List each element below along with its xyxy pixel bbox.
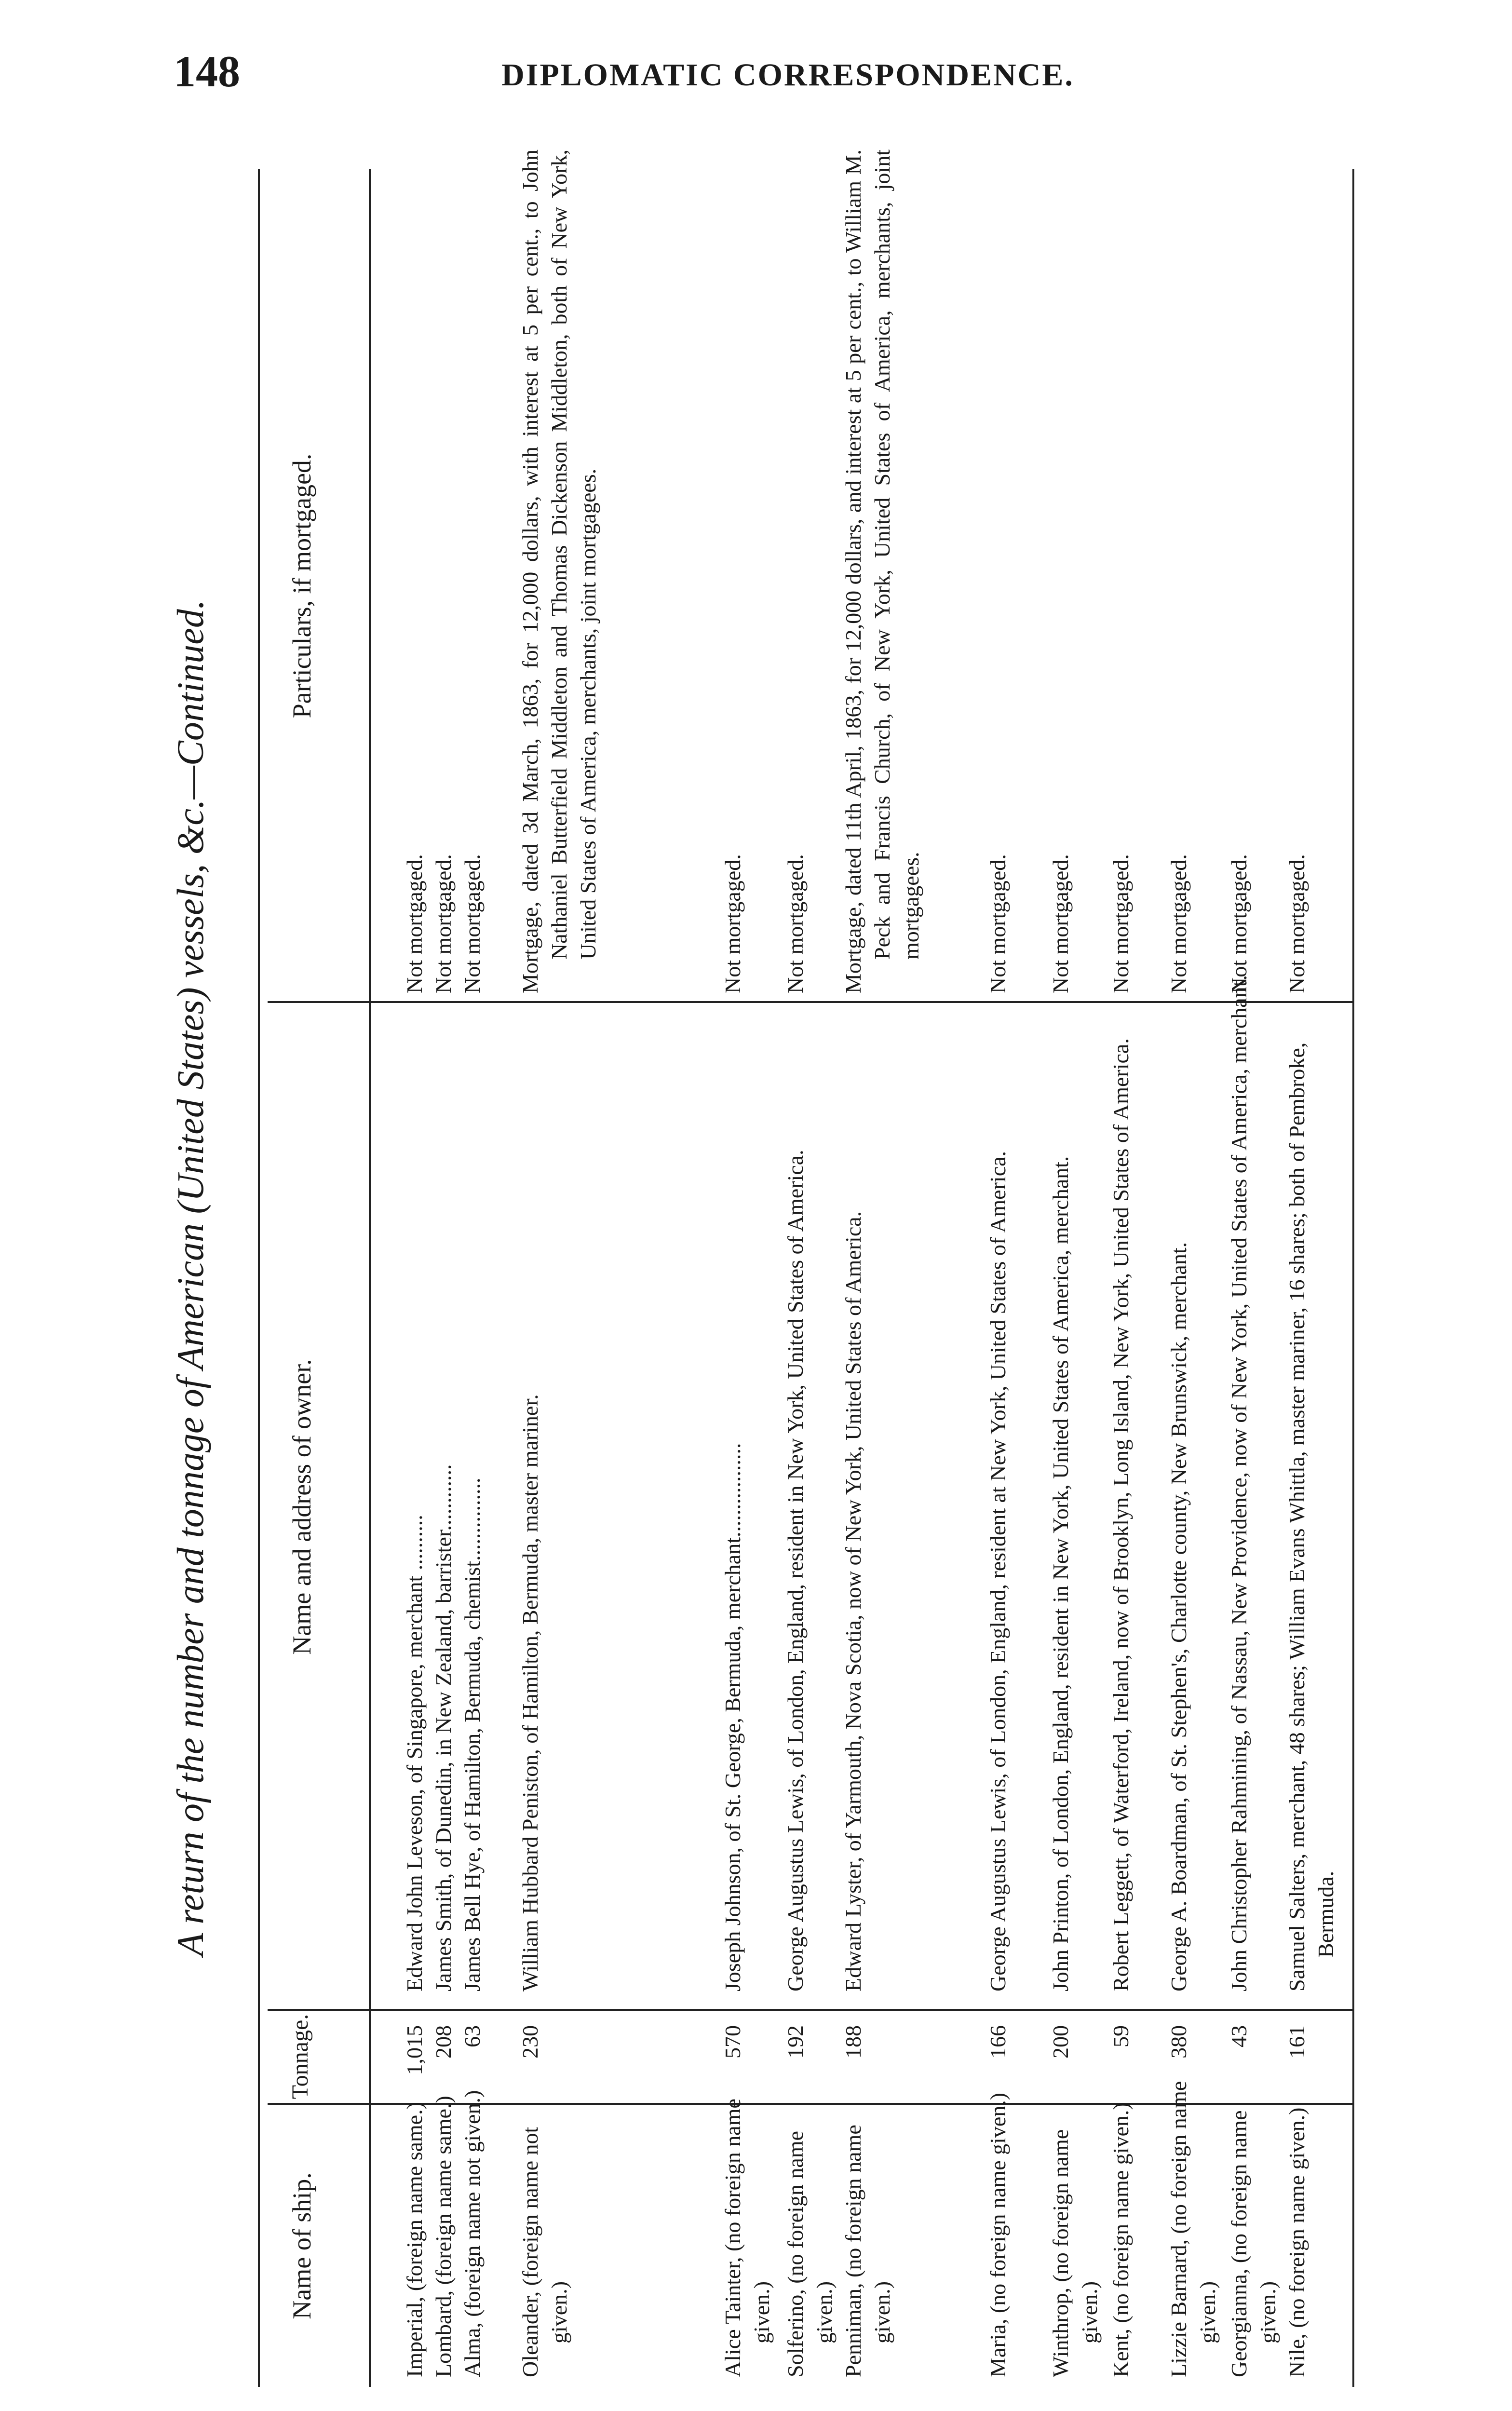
mortgage-particulars: Not mortgaged. xyxy=(431,854,456,993)
tonnage-value: 208 xyxy=(431,2025,456,2059)
owner-name-address: John Christopher Rahmining, of Nassau, New Providence, now of New York, United States of America, merchant. xyxy=(1227,975,1251,1991)
ship-name: Imperial, (foreign name same.) xyxy=(402,2102,427,2377)
tonnage-value: 1,015 xyxy=(402,2025,427,2075)
mortgage-particulars: Not mortgaged. xyxy=(783,854,808,993)
ship-name: Oleander, (foreign name not given.) xyxy=(518,2127,571,2377)
owner-name-address: Edward Lyster, of Yarmouth, Nova Scotia, now of New York, United States of America. xyxy=(841,1211,865,1991)
owner-name-address: Robert Leggett, of Waterford, Ireland, now of Brooklyn, Long Island, New York, United States of America. xyxy=(1108,1038,1133,1991)
ship-name: Maria, (no foreign name given.) xyxy=(986,2092,1010,2377)
owner-name-address: George A. Boardman, of St. Stephen's, Charlotte county, New Brunswick, merchant. xyxy=(1166,1242,1191,1991)
column-header-owner: Name and address of owner. xyxy=(287,1359,316,1655)
ship-name: Alice Tainter, (no foreign name given.) xyxy=(720,2099,774,2377)
mortgage-particulars: Not mortgaged. xyxy=(1227,854,1251,993)
owner-name-address: James Bell Hye, of Hamilton, Bermuda, chemist............... xyxy=(460,1477,485,1991)
ship-name: Penniman, (no foreign name given.) xyxy=(841,2125,894,2377)
tonnage-value: 166 xyxy=(986,2025,1010,2059)
ship-name: Georgianna, (no foreign name given.) xyxy=(1227,2110,1280,2377)
mortgage-table xyxy=(258,149,1357,2387)
tonnage-value: 230 xyxy=(518,2025,542,2059)
mortgage-particulars: Not mortgaged. xyxy=(986,854,1010,993)
ship-name: Winthrop, (no foreign name given.) xyxy=(1048,2129,1102,2377)
tonnage-value: 63 xyxy=(460,2025,485,2047)
column-header-tonnage: Tonnage. xyxy=(287,2014,313,2099)
running-title: DIPLOMATIC CORRESPONDENCE. xyxy=(501,57,1074,93)
mortgage-particulars: Not mortgaged. xyxy=(460,854,485,993)
mortgage-particulars: Mortgage, dated 11th April, 1863, for 12,000 dollars, and interest at 5 per cent., to William M. Peck and Francis Church, of New York, United States of America, merchants, joint mortgagees. xyxy=(841,149,923,993)
mortgage-particulars: Not mortgaged. xyxy=(402,854,427,993)
ship-name: Kent, (no foreign name given.) xyxy=(1108,2102,1133,2377)
column-header-ship: Name of ship. xyxy=(287,2172,316,2319)
table-top-rule xyxy=(258,169,260,2387)
tonnage-value: 192 xyxy=(783,2025,808,2059)
table-bottom-rule xyxy=(1352,169,1354,2387)
mortgage-particulars: Not mortgaged. xyxy=(1284,854,1309,993)
ship-name: Alma, (foreign name not given.) xyxy=(460,2090,485,2377)
tonnage-value: 161 xyxy=(1284,2025,1309,2059)
mortgage-particulars: Not mortgaged. xyxy=(1166,854,1191,993)
tonnage-value: 59 xyxy=(1108,2025,1133,2047)
mortgage-particulars: Mortgage, dated 3d March, 1863, for 12,000 dollars, with interest at 5 per cent., to John Nathaniel Butterfield Middleton and Thomas Dickenson Middleton, both of New York, United States of America, merchants, joint mortgagees. xyxy=(518,149,600,993)
owner-name-address: William Hubbard Peniston, of Hamilton, Bermuda, master mariner. xyxy=(518,1394,542,1991)
table-title: A return of the number and tonnage of American (United States) vessels, &c.—Continued. xyxy=(169,599,211,1956)
column-header-particulars: Particulars, if mortgaged. xyxy=(287,453,316,718)
ship-name: Lombard, (foreign name same.) xyxy=(431,2096,456,2377)
mortgage-particulars: Not mortgaged. xyxy=(720,854,745,993)
tonnage-value: 570 xyxy=(720,2025,745,2059)
owner-name-address: Samuel Salters, merchant, 48 shares; William Evans Whittla, master mariner, 16 shares; both of Pembroke, Bermuda. xyxy=(1284,1042,1338,1991)
tonnage-value: 43 xyxy=(1227,2025,1251,2047)
owner-name-address: George Augustus Lewis, of London, England, resident in New York, United States of America. xyxy=(783,1150,808,1991)
tonnage-value: 200 xyxy=(1048,2025,1073,2059)
column-divider xyxy=(268,2009,1352,2011)
rotated-table-area xyxy=(169,149,1422,2387)
tonnage-value: 380 xyxy=(1166,2025,1191,2059)
owner-name-address: Joseph Johnson, of St. George, Bermuda, merchant................. xyxy=(720,1443,745,1991)
owner-name-address: John Printon, of London, England, resident in New York, United States of America, merchant. xyxy=(1048,1156,1073,1991)
owner-name-address: George Augustus Lewis, of London, England, resident at New York, United States of America. xyxy=(986,1151,1010,1991)
owner-name-address: Edward John Leveson, of Singapore, merchant .......... xyxy=(402,1515,427,1991)
page-number: 148 xyxy=(174,47,240,96)
ship-name: Nile, (no foreign name given.) xyxy=(1284,2107,1309,2377)
mortgage-particulars: Not mortgaged. xyxy=(1108,854,1133,993)
mortgage-particulars: Not mortgaged. xyxy=(1048,854,1073,993)
header-rule xyxy=(369,169,371,2387)
ship-name: Lizzie Barnard, (no foreign name given.) xyxy=(1166,2081,1220,2377)
tonnage-value: 188 xyxy=(841,2025,865,2059)
owner-name-address: James Smith, of Dunedin, in New Zealand, barrister............ xyxy=(431,1464,456,1991)
ship-name: Solferino, (no foreign name given.) xyxy=(783,2131,837,2377)
